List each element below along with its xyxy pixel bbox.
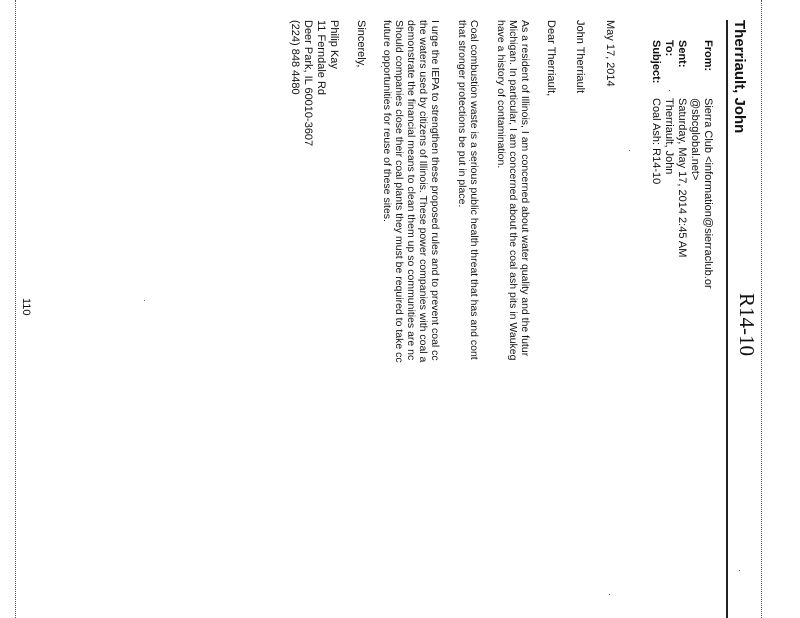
scan-speck bbox=[609, 594, 610, 595]
paragraph-line: As a resident of Illinois, I am concerned about water quality and the futur bbox=[519, 20, 531, 357]
paragraph-line: demonstrate the financial means to clean them up so communities are nc bbox=[405, 20, 417, 361]
sender-name: Therriault, John bbox=[731, 20, 748, 134]
signature-street: 11 Ferndale Rd bbox=[315, 20, 327, 96]
page-number: 110 bbox=[20, 298, 32, 316]
sender-rule bbox=[726, 20, 728, 618]
signature-phone: (224) 848 4480 bbox=[289, 20, 301, 95]
to-value: Therriault, John bbox=[663, 98, 675, 175]
subject-label: Subject: bbox=[650, 40, 662, 84]
top-scan-edge-dots bbox=[761, 0, 762, 618]
subject-value: Coal Ash: R14-10 bbox=[650, 98, 662, 185]
scan-speck bbox=[144, 300, 145, 301]
scan-speck bbox=[739, 570, 740, 571]
from-label: From: bbox=[702, 40, 714, 72]
recipient-name: John Therriault bbox=[574, 20, 586, 94]
paragraph-line: Should companies close their coal plants they must be required to take cc bbox=[393, 20, 405, 363]
to-label: To: bbox=[663, 40, 675, 57]
paragraph-line: Coal combustion waste is a serious public health threat that has and cont bbox=[468, 20, 480, 360]
signature-city: Deer Park, IL 60010-3607 bbox=[302, 20, 314, 147]
paragraph-line: Michigan. In particular, I am concerned about the coal ash pits in Waukeg bbox=[507, 20, 519, 361]
scan-speck bbox=[629, 150, 630, 151]
sent-label: Sent: bbox=[676, 40, 688, 68]
closing: Sincerely, bbox=[355, 20, 367, 68]
paragraph-line: future opportunities for reuse of these sites. bbox=[381, 20, 393, 222]
greeting: Dear Therriault, bbox=[545, 20, 557, 97]
from-value-continued: @sbcglobal.net> bbox=[689, 98, 701, 181]
signature-name: Philip Kay bbox=[328, 20, 340, 69]
paragraph-line: I urge the IEPA to strengthen these proposed rules and to prevent coal cc bbox=[429, 20, 441, 361]
paragraph-line: have a history of contamination. bbox=[495, 20, 507, 169]
sent-value: Saturday, May 17, 2014 2:45 AM bbox=[676, 98, 688, 258]
paragraph-line: the waters used by citizens of Illinois. These power companies with coal a bbox=[417, 20, 429, 363]
scan-speck bbox=[669, 90, 670, 91]
letter-date: May 17, 2014 bbox=[604, 20, 616, 87]
docket-number: R14-10 bbox=[735, 293, 759, 356]
from-value: Sierra Club <information@sierraclub.or bbox=[702, 98, 714, 289]
bottom-scan-edge-dots bbox=[15, 0, 16, 618]
paragraph-line: that stronger protections be put in place. bbox=[456, 20, 468, 208]
